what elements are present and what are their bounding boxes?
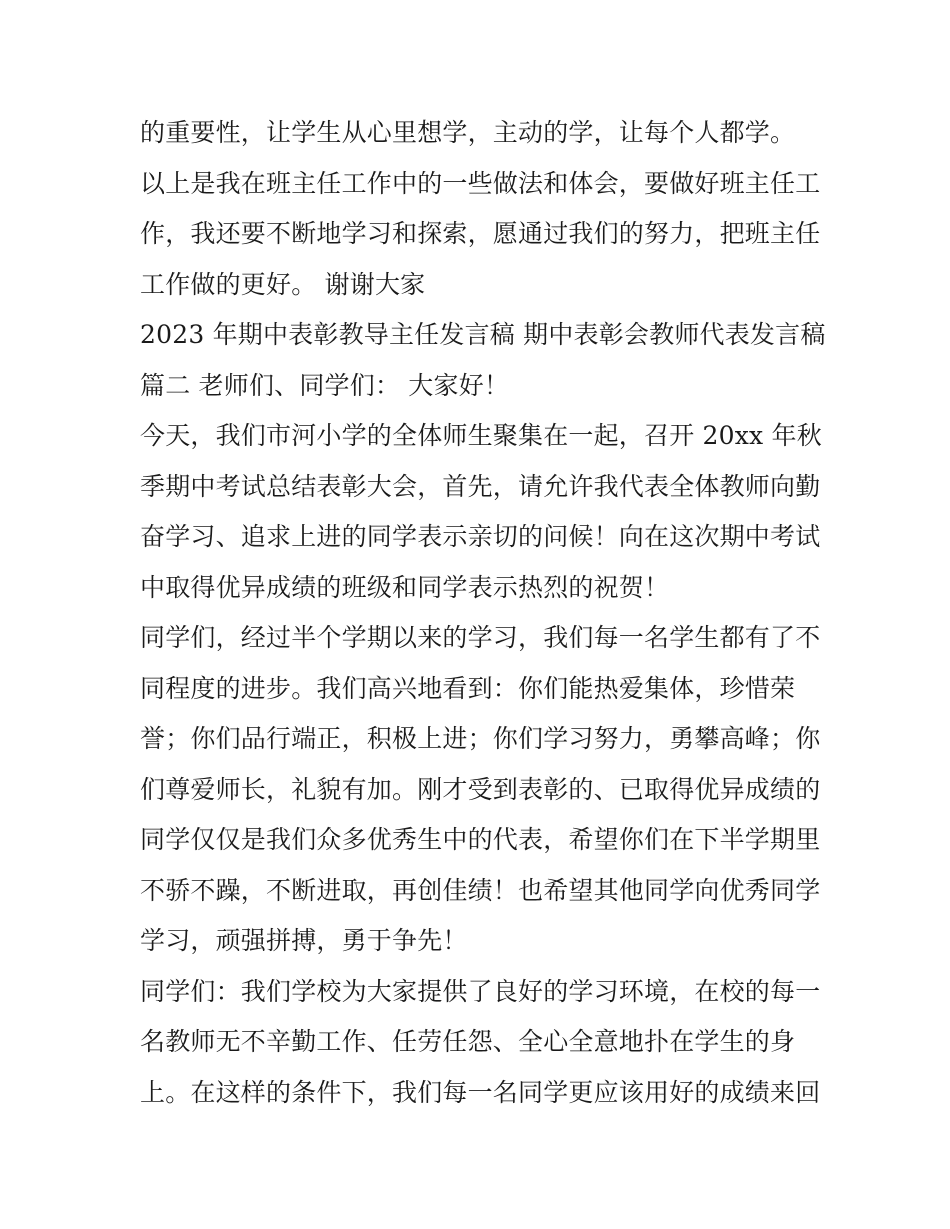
text-line: 奋学习、追求上进的同学表示亲切的问候！向在这次期中考试: [140, 522, 821, 551]
text-line: 今天，我们市河小学的全体师生聚集在一起，召开 20xx 年秋: [140, 421, 822, 450]
text-line: 工作做的更好。 谢谢大家: [140, 269, 426, 299]
document-body: [140, 108, 826, 1118]
text-line: 篇二 老师们、同学们： 大家好！: [140, 370, 510, 400]
text-line: 季期中考试总结表彰大会，首先，请允许我代表全体教师向勤: [140, 471, 821, 501]
text-line: 的重要性，让学生从心里想学，主动的学，让每个人都学。: [140, 118, 796, 147]
text-line: 作，我还要不断地学习和探索，愿通过我们的努力，把班主任: [140, 219, 821, 248]
text-line: 同学们：我们学校为大家提供了良好的学习环境，在校的每一: [140, 976, 821, 1006]
text-line: 2023 年期中表彰教导主任发言稿 期中表彰会教师代表发言稿: [140, 320, 826, 349]
text-line: 们尊爱师长，礼貌有加。刚才受到表彰的、已取得优异成绩的: [140, 774, 821, 804]
text-line: 同学们，经过半个学期以来的学习，我们每一名学生都有了不: [140, 623, 821, 652]
text-line: 不骄不躁，不断进取，再创佳绩！也希望其他同学向优秀同学: [140, 875, 821, 905]
text-line: 名教师无不辛勤工作、任劳任怨、全心全意地扑在学生的身: [140, 1027, 796, 1056]
text-line: 以上是我在班主任工作中的一些做法和体会，要做好班主任工: [140, 168, 821, 198]
text-line: 中取得优异成绩的班级和同学表示热烈的祝贺！: [140, 572, 670, 602]
text-line: 誉；你们品行端正，积极上进；你们学习努力，勇攀高峰；你: [140, 724, 821, 753]
text-line: 同程度的进步。我们高兴地看到：你们能热爱集体，珍惜荣: [140, 673, 796, 703]
text-line: 学习，顽强拼搏，勇于争先！: [140, 926, 468, 955]
text-line: 同学仅仅是我们众多优秀生中的代表，希望你们在下半学期里: [140, 825, 821, 854]
text-line: 上。在这样的条件下，我们每一名同学更应该用好的成绩来回: [140, 1077, 821, 1107]
